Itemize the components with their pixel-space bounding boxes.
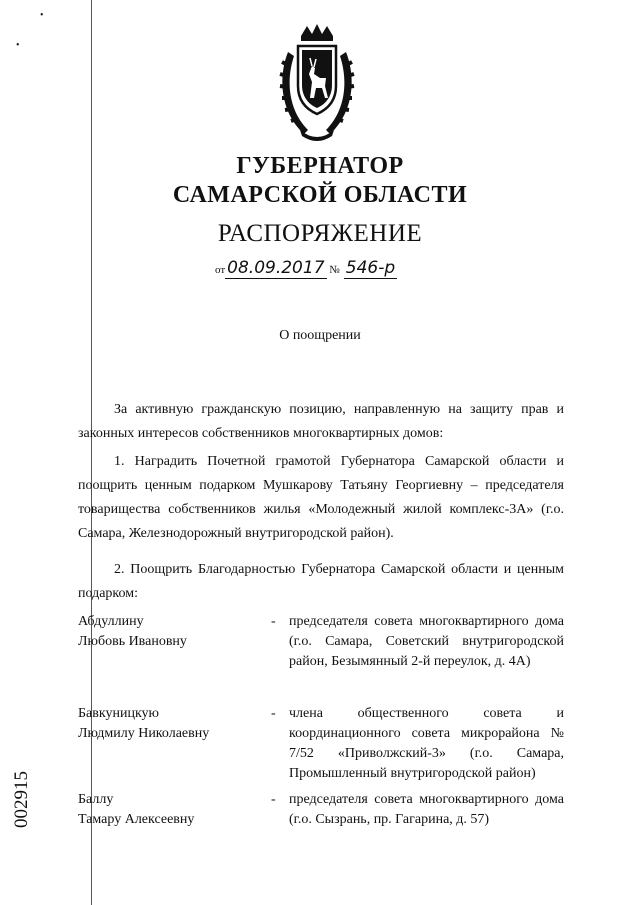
item-1-paragraph: 1. Наградить Почетной грамотой Губернатора Самарской области и поощрить ценным подарком Мушкарову Татьяну Георгиевну – председателя товарищества собственников жилья «Молодежный жилой комплекс-3А» (г.о. Самара, Железнодорожный внутригородской район). [78,454,564,541]
org-title-line1: ГУБЕРНАТОР [236,153,404,179]
date-number-line [215,258,397,279]
recipient-name [78,612,268,652]
document-type: РАСПОРЯЖЕНИЕ [217,220,423,247]
scan-speck: • [40,10,44,21]
subject-line: О поощрении [279,328,361,343]
org-title-line2: САМАРСКОЙ ОБЛАСТИ [172,182,468,208]
item-2-paragraph: 2. Поощрить Благодарностью Губернатора Самарской области и ценным подарком: [78,562,564,601]
coat-of-arms-emblem [274,22,360,146]
date-prefix: от [215,264,226,276]
recipient-description: члена общественного совета и координационного совета микрорайона № 7/52 «Приволжский-3» (г.о. Самара, Промышленный внутригородской район) [289,706,564,781]
stamp-number-text: 002915 [11,771,32,828]
recipient-name [78,704,268,744]
recipient-dash: - [271,706,276,721]
recipient-given-names: Тамару Алексеевну [78,812,195,827]
number-value: 546-р [345,258,396,278]
recipient-surname: Баллу [78,792,114,807]
recipient-dash: - [271,792,276,807]
recipient-given-names: Людмилу Николаевну [78,726,210,741]
registration-stamp-number [5,770,35,830]
recipient-name [78,790,268,830]
date-value: 08.09.2017 [227,258,325,278]
recipient-surname: Бавкуницкую [78,706,160,721]
intro-paragraph: За активную гражданскую позицию, направленную на защиту прав и законных интересов собственников многоквартирных домов: [78,402,564,441]
recipient-given-names: Любовь Ивановну [78,634,187,649]
recipient-description: председателя совета многоквартирного дома (г.о. Самара, Советский внутригородской район, Безымянный 2-й переулок, д. 4А) [289,614,564,669]
recipient-surname: Абдуллину [78,614,144,629]
recipient-description: председателя совета многоквартирного дома (г.о. Сызрань, пр. Гагарина, д. 57) [289,792,564,827]
recipient-dash: - [271,614,276,629]
number-prefix: № [329,264,340,276]
scan-speck: • [16,40,20,51]
